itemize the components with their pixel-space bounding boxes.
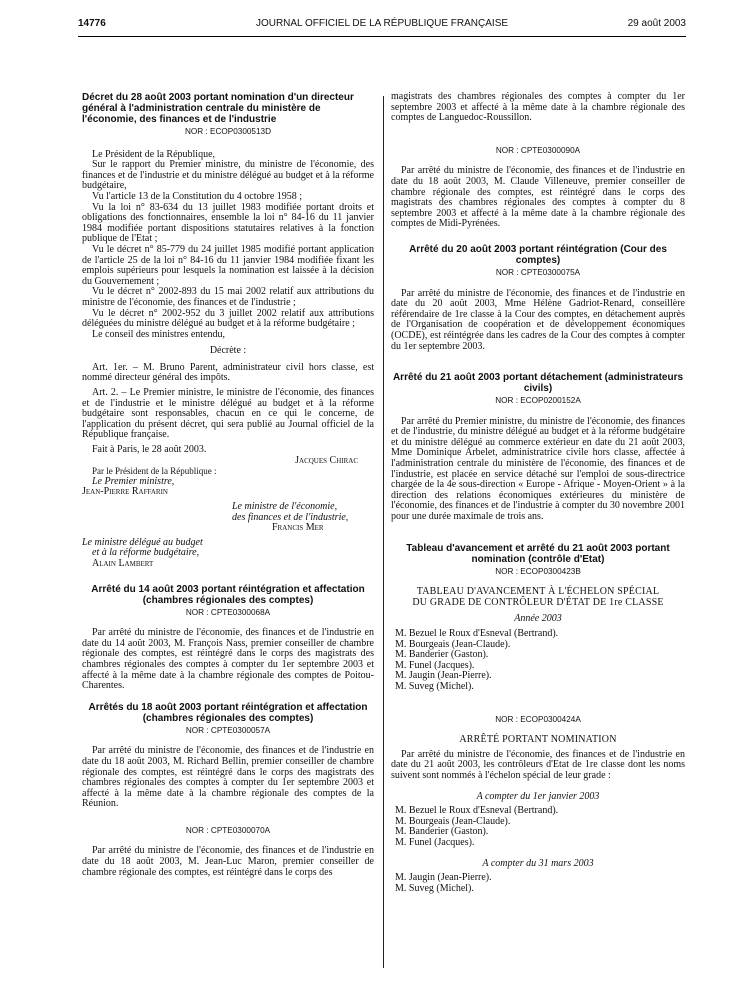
left-column <box>82 92 374 878</box>
arrete-14-text: Par arrêté du ministre de l'économie, des finances et de l'industrie en date du 14 août 2003, M. François Nass, premier conseiller de chambre régionale des comptes, est réintégré dans le corps des magistrats des chambres régionales des comptes à compter du 1er septembre 2003 et affecté à la même date à la chambre régionale des comptes de Poitou-Charentes. <box>82 627 374 692</box>
arrete-20-text: Par arrêté du ministre de l'économie, des finances et de l'industrie en date du 20 août 2003, Mme Hélène Gadriot-Renard, conseillère référendaire de 1re classe à la Cour des comptes, en détachement auprès de l'Organisation de coopération et de développement économiques (OCDE), est réintégrée dans les cadres de la Cour des comptes à compter du 1er septembre 2003. <box>391 287 685 352</box>
tableau-nor: NOR : ECOP0300423B <box>495 566 581 576</box>
decree-para: Le conseil des ministres entendu, <box>92 328 226 340</box>
arretes-18-text-1: Par arrêté du ministre de l'économie, des finances et de l'industrie en date du 18 août 2003, M. Richard Bellin, premier conseiller de chambre régionale des comptes, est réintégré dans le corps des magistrats des chambres régionales des comptes à compter du 1er septembre 2003 et affecté à la même date à la chambre régionale des comptes de la Réunion. <box>82 745 374 810</box>
nomination-nor: NOR : ECOP0300424A <box>495 714 581 724</box>
decree-title: Décret du 28 août 2003 portant nomination d'un directeur général à l'administration centrale du ministère de l'économie, des finances et de l'industrie <box>82 92 354 125</box>
header-rule <box>78 36 686 37</box>
decree-para: Vu le décret n° 85-779 du 24 juillet 1985 modifié portant application de l'article 25 de la loi n° 84-16 du 11 janvier 1984 modifiée fixant les emplois supérieurs pour lesquels la nomination est laissée à la décision du Gouvernement ; <box>82 243 374 287</box>
nomination-text: Par arrêté du ministre de l'économie, des finances et de l'industrie en date du 21 août 2003, les contrôleurs d'Etat de 1re classe dont les noms suivent sont nommés à l'échelon spécial de leur grade : <box>391 748 685 781</box>
signature-president: Jacques Chirac <box>295 454 358 466</box>
decree-para: Sur le rapport du Premier ministre, du ministre de l'économie, des finances et de l'industrie et du ministre délégué au budget et à la réforme budgétaire, <box>82 159 374 192</box>
tableau-title: Tableau d'avancement et arrêté du 21 août 2003 portant nomination (contrôle d'Etat) <box>406 542 670 565</box>
arrete-21-text: Par arrêté du Premier ministre, du ministre de l'économie, des finances et de l'industrie, du ministre délégué au budget et à la réforme budgétaire et du ministre délégué au commerce extérieur en date du 21 août 2003, Mme Dominique Arbelet, administratrice civile hors classe, affectée à l'administration centrale du ministère de l'économie, des finances et de l'industrie, est placée en service détaché sur l'emploi de sous-directrice chargée de la 4e sous-direction « Europe - Afrique - Moyen-Orient » à la direction des relations économiques extérieures du ministère de l'économie, des finances et de l'industrie à compter du 30 novembre 2001 pour une durée maximale de trois ans. <box>391 415 685 523</box>
decree-para: Vu le décret n° 2002-893 du 15 mai 2002 relatif aux attributions du ministre de l'économie, des finances et de l'industrie ; <box>82 286 374 308</box>
compter-janvier: A compter du 1er janvier 2003 <box>476 790 600 802</box>
tableau-heading: DU GRADE DE CONTRÔLEUR D'ÉTAT DE 1re CLASSE <box>412 596 664 608</box>
right-column <box>391 92 685 894</box>
ministre-eco-title: des finances et de l'industrie, <box>232 511 349 523</box>
list-item: M. Funel (Jacques). <box>395 659 475 671</box>
decree-para: Le Président de la République, <box>92 148 216 160</box>
list-item: M. Jaugin (Jean-Pierre). <box>395 670 492 682</box>
decree-nor: NOR : ECOP0300513D <box>184 127 271 136</box>
janvier-list <box>391 806 685 848</box>
arrete-21-title: Arrêté du 21 août 2003 portant détachement (administrateurs civils) <box>392 372 684 395</box>
tableau-heading: TABLEAU D'AVANCEMENT À L'ÉCHELON SPÉCIAL <box>416 586 660 598</box>
list-item: M. Bourgeais (Jean-Claude). <box>395 815 511 827</box>
page-header <box>78 18 686 34</box>
decree-para: Vu le décret n° 2002-952 du 3 juillet 2002 relatif aux attributions déléguées du ministre délégué au budget et à la réforme budgétaire ; <box>82 307 374 330</box>
article-1: Art. 1er. – M. Bruno Parent, administrateur civil hors classe, est nommé directeur général des impôts. <box>82 361 374 384</box>
ministre-eco-title: Le ministre de l'économie, <box>232 501 338 512</box>
villeneuve-text: Par arrêté du ministre de l'économie, des finances et de l'industrie en date du 18 août 2003, M. Claude Villeneuve, premier conseiller de chambre régionale des comptes, est réintégré dans le corps des magistrats des chambres régionales des comptes à compter du 8 septembre 2003 et affecté à la même date à la chambre régionale des comptes de Midi-Pyrénées. <box>391 165 685 230</box>
list-item: M. Banderier (Gaston). <box>395 649 489 661</box>
arrete-14-title: Arrêté du 14 août 2003 portant réintégration et affectation (chambres régionales des comptes) <box>91 583 365 606</box>
arrete-21-nor: NOR : ECOP0200152A <box>495 396 581 406</box>
decrete: Décrète : <box>209 345 247 357</box>
premier-ministre-name: Jean-Pierre Raffarin <box>82 486 168 498</box>
issue-date: 29 août 2003 <box>627 18 686 29</box>
decree-para: Vu la loi n° 83-634 du 13 juillet 1983 modifiée portant droits et obligations des fonctionnaires, ensemble la loi n° 84-16 du 11 janvier 1984 modifiée portant dispositions statutaires relatives à la fonction publique de l'Etat ; <box>82 201 374 245</box>
list-item: M. Funel (Jacques). <box>395 836 475 848</box>
arrete-20-title: Arrêté du 20 août 2003 portant réintégration (Cour des comptes) <box>409 243 667 266</box>
list-item: M. Suveg (Michel). <box>395 882 474 894</box>
arretes-18-title: Arrêtés du 18 août 2003 portant réintégration et affectation (chambres régionales des comptes) <box>88 701 368 724</box>
decree-para: Vu l'article 13 de la Constitution du 4 octobre 1958 ; <box>92 190 303 202</box>
list-item: M. Jaugin (Jean-Pierre). <box>395 872 492 884</box>
arrete-14-nor: NOR : CPTE0300068A <box>185 607 271 617</box>
arrete-20-nor: NOR : CPTE0300075A <box>495 267 581 277</box>
mars-list <box>391 873 685 894</box>
nomination-heading: ARRÊTÉ PORTANT NOMINATION <box>459 734 617 746</box>
compter-mars: A compter du 31 mars 2003 <box>482 857 594 869</box>
journal-title: JOURNAL OFFICIEL DE LA RÉPUBLIQUE FRANÇAISE <box>255 18 509 29</box>
continued-text: magistrats des chambres régionales des comptes à compter du 1er septembre 2003 et affecté à la même date à la chambre régionale des comptes de Languedoc-Roussillon. <box>391 91 685 124</box>
list-item: M. Bourgeais (Jean-Claude). <box>395 638 511 650</box>
villeneuve-nor: NOR : CPTE0300090A <box>495 145 581 155</box>
fait-a-paris: Fait à Paris, le 28 août 2003. <box>92 444 207 456</box>
list-item: M. Bezuel le Roux d'Esneval (Bertrand). <box>395 628 559 639</box>
page-number: 14776 <box>78 18 106 29</box>
ministre-budget-title: Le ministre délégué au budget <box>82 536 203 548</box>
ministre-budget-title: et à la réforme budgétaire, <box>92 547 200 559</box>
list-item: M. Bezuel le Roux d'Esneval (Bertrand). <box>395 805 559 817</box>
annee-label: Année 2003 <box>514 613 562 625</box>
premier-ministre-title: Le Premier ministre, <box>92 475 175 487</box>
arretes-18-text-2: Par arrêté du ministre de l'économie, des finances et de l'industrie en date du 18 août 2003, M. Jean-Luc Maron, premier conseiller de chambre régionale des comptes, est réintégré dans le corps des <box>82 845 374 878</box>
arretes-18-nor-2: NOR : CPTE0300070A <box>185 825 271 835</box>
ministre-budget-name: Alain Lambert <box>92 557 154 569</box>
list-item: M. Banderier (Gaston). <box>395 826 489 838</box>
par-le-president: Par le Président de la République : <box>92 466 217 477</box>
arretes-18-nor-1: NOR : CPTE0300057A <box>185 725 271 735</box>
tableau-list <box>391 629 685 693</box>
article-2: Art. 2. – Le Premier ministre, le ministre de l'économie, des finances et de l'industrie et le ministre délégué au budget et à la réforme budgétaire sont responsables, chacun en ce qui le concerne, de l'application du présent décret, qui sera publié au Journal officiel de la République française. <box>82 387 374 441</box>
column-divider <box>383 96 384 968</box>
list-item: M. Suveg (Michel). <box>395 680 474 692</box>
ministre-eco-name: Francis Mer <box>272 522 324 534</box>
